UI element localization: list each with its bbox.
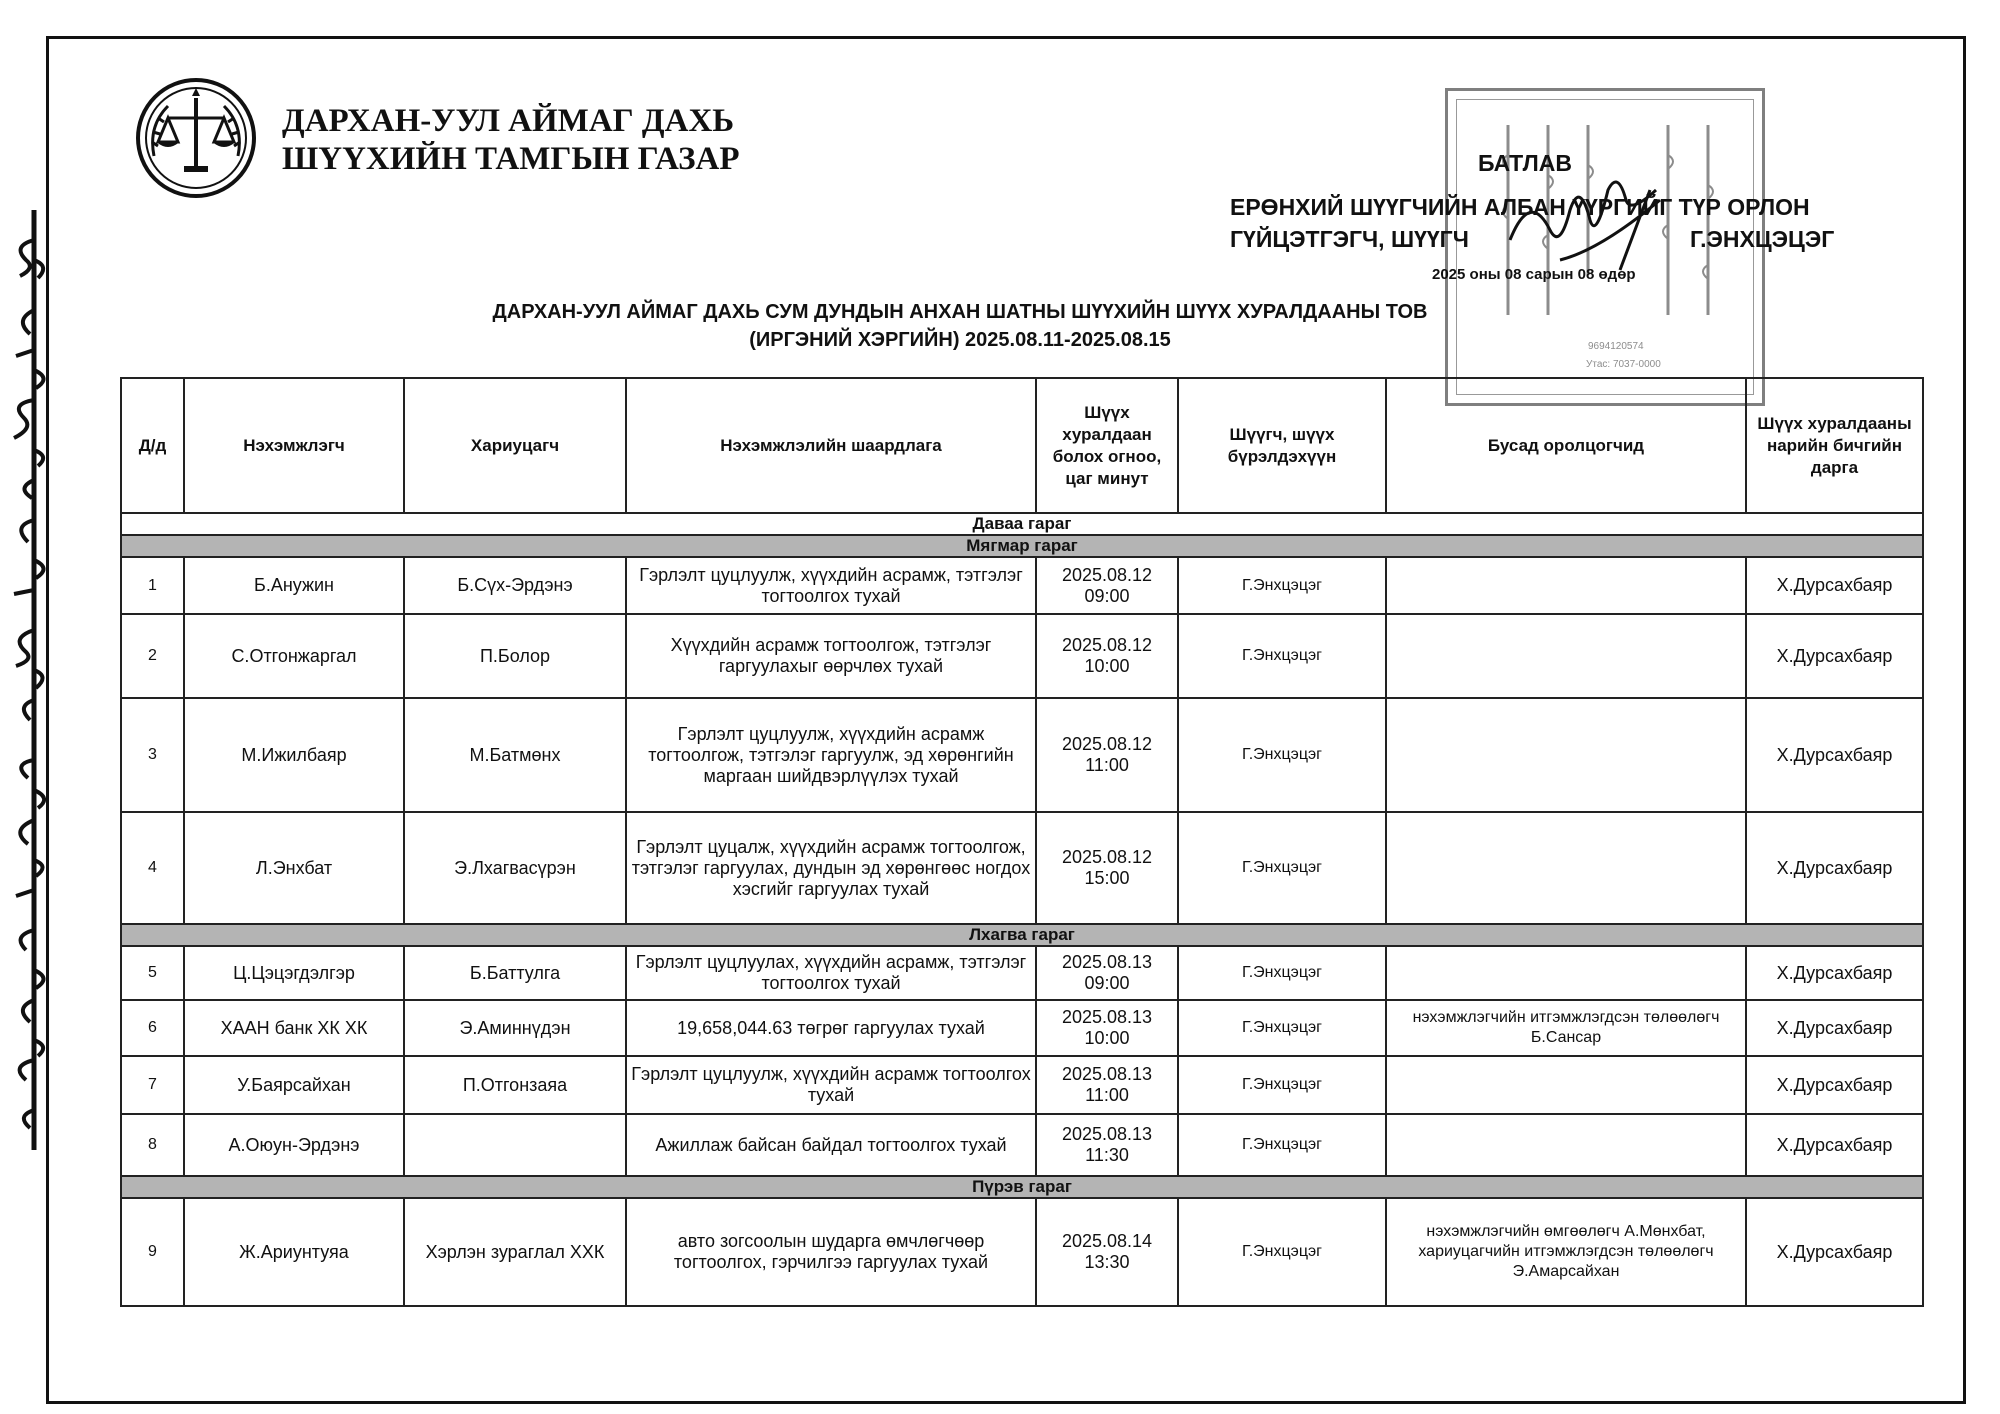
cell-secretary: Х.Дурсахбаяр xyxy=(1746,812,1923,924)
day-label: Даваа гараг xyxy=(121,513,1923,535)
cell-datetime xyxy=(1036,614,1178,698)
cell-plaintiff: Ц.Цэцэгдэлгэр xyxy=(184,946,404,1000)
cell-no: 4 xyxy=(121,812,184,924)
cell-date: 2025.08.14 xyxy=(1061,1231,1153,1251)
cell-no: 5 xyxy=(121,946,184,1000)
table-row xyxy=(121,698,1923,812)
document-title xyxy=(400,298,1520,354)
cell-defendant: Хэрлэн зураглал ХХК xyxy=(404,1198,626,1306)
cell-secretary: Х.Дурсахбаяр xyxy=(1746,946,1923,1000)
cell-others: нэхэмжлэгчийн өмгөөлөгч А.Мөнхбат, хариуцагчийн итгэмжлэгдсэн төлөөлөгч Э.Амарсайхан xyxy=(1386,1198,1746,1306)
table-row xyxy=(121,1000,1923,1056)
cell-judge: Г.Энхцэцэг xyxy=(1178,1114,1386,1176)
cell-others xyxy=(1386,1056,1746,1114)
organization-name-line1: ДАРХАН-УУЛ АЙМАГ ДАХЬ xyxy=(282,103,735,139)
cell-judge: Г.Энхцэцэг xyxy=(1178,614,1386,698)
table-row xyxy=(121,1198,1923,1306)
day-row-wednesday xyxy=(121,924,1923,946)
cell-defendant: Э.Лхагвасүрэн xyxy=(404,812,626,924)
cell-others: нэхэмжлэгчийн итгэмжлэгдсэн төлөөлөгч Б.Сансар xyxy=(1386,1000,1746,1056)
cell-claim: Гэрлэлт цуцлуулах, хүүхдийн асрамж, тэтгэлэг тогтоолгох тухай xyxy=(626,946,1036,1000)
cell-date: 2025.08.13 xyxy=(1061,952,1153,972)
document-title-line2: (ИРГЭНИЙ ХЭРГИЙН) 2025.08.11-2025.08.15 xyxy=(749,329,1171,351)
day-label: Пүрэв гараг xyxy=(121,1176,1923,1198)
cell-claim: Гэрлэлт цуцлуулж, хүүхдийн асрамж тогтоолгох тухай xyxy=(626,1056,1036,1114)
cell-secretary: Х.Дурсахбаяр xyxy=(1746,1056,1923,1114)
approval-date: 2025 оны 08 сарын 08 өдөр xyxy=(1432,266,1636,283)
cell-claim: Гэрлэлт цуцлуулж, хүүхдийн асрамж, тэтгэлэг тогтоолгох тухай xyxy=(626,557,1036,614)
cell-plaintiff: Л.Энхбат xyxy=(184,812,404,924)
cell-secretary: Х.Дурсахбаяр xyxy=(1746,698,1923,812)
table-header-row xyxy=(121,378,1923,513)
cell-judge: Г.Энхцэцэг xyxy=(1178,1000,1386,1056)
cell-others xyxy=(1386,614,1746,698)
cell-plaintiff: ХААН банк ХК ХК xyxy=(184,1000,404,1056)
cell-secretary: Х.Дурсахбаяр xyxy=(1746,557,1923,614)
cell-defendant xyxy=(404,1114,626,1176)
cell-datetime xyxy=(1036,1056,1178,1114)
header-claim: Нэхэмжлэлийн шаардлага xyxy=(626,378,1036,513)
cell-datetime xyxy=(1036,698,1178,812)
cell-datetime xyxy=(1036,946,1178,1000)
cell-datetime xyxy=(1036,812,1178,924)
cell-secretary: Х.Дурсахбаяр xyxy=(1746,1114,1923,1176)
cell-time: 09:00 xyxy=(1084,973,1130,993)
cell-defendant: М.Батмөнх xyxy=(404,698,626,812)
day-label: Лхагва гараг xyxy=(121,924,1923,946)
cell-claim: Гэрлэлт цуцлуулж, хүүхдийн асрамж тогтоолгож, тэтгэлэг гаргуулж, эд хөрөнгийн маргаан шийдвэрлүүлэх тухай xyxy=(626,698,1036,812)
approval-title: БАТЛАВ xyxy=(1478,150,1572,176)
cell-plaintiff: М.Ижилбаяр xyxy=(184,698,404,812)
cell-date: 2025.08.13 xyxy=(1061,1124,1153,1144)
cell-judge: Г.Энхцэцэг xyxy=(1178,1198,1386,1306)
cell-judge: Г.Энхцэцэг xyxy=(1178,812,1386,924)
cell-time: 10:00 xyxy=(1084,656,1130,676)
table-row xyxy=(121,946,1923,1000)
cell-secretary: Х.Дурсахбаяр xyxy=(1746,1198,1923,1306)
organization-name xyxy=(282,102,739,178)
cell-date: 2025.08.12 xyxy=(1061,847,1153,867)
cell-judge: Г.Энхцэцэг xyxy=(1178,946,1386,1000)
cell-datetime xyxy=(1036,557,1178,614)
header-plaintiff: Нэхэмжлэгч xyxy=(184,378,404,513)
cell-date: 2025.08.13 xyxy=(1061,1064,1153,1084)
hearing-schedule-table xyxy=(120,377,1924,1307)
mongolian-script-side-text xyxy=(4,200,62,1160)
court-emblem-logo xyxy=(134,76,258,200)
cell-defendant: Б.Баттулга xyxy=(404,946,626,1000)
cell-claim: авто зогсоолын шударга өмчлөгчөөр тогтоолгох, гэрчилгээ гаргуулах тухай xyxy=(626,1198,1036,1306)
cell-plaintiff: У.Баярсайхан xyxy=(184,1056,404,1114)
cell-date: 2025.08.12 xyxy=(1061,564,1153,585)
cell-defendant: Э.Аминнүдэн xyxy=(404,1000,626,1056)
table-row xyxy=(121,557,1923,614)
cell-defendant: П.Отгонзаяа xyxy=(404,1056,626,1114)
cell-others xyxy=(1386,946,1746,1000)
cell-no: 1 xyxy=(121,557,184,614)
cell-plaintiff: Ж.Ариунтуяа xyxy=(184,1198,404,1306)
cell-time: 09:00 xyxy=(1084,585,1130,606)
day-row-thursday xyxy=(121,1176,1923,1198)
cell-date: 2025.08.12 xyxy=(1061,635,1153,655)
header-secretary: Шүүх хуралдааны нарийн бичгийн дарга xyxy=(1746,378,1923,513)
header-datetime: Шүүх хуралдаан болох огноо, цаг минут xyxy=(1036,378,1178,513)
cell-plaintiff: С.Отгонжаргал xyxy=(184,614,404,698)
day-row-monday xyxy=(121,513,1923,535)
cell-others xyxy=(1386,812,1746,924)
cell-no: 6 xyxy=(121,1000,184,1056)
cell-claim: 19,658,044.63 төгрөг гаргуулах тухай xyxy=(626,1000,1036,1056)
cell-datetime xyxy=(1036,1114,1178,1176)
cell-datetime xyxy=(1036,1000,1178,1056)
cell-claim: Ажиллаж байсан байдал тогтоолгох тухай xyxy=(626,1114,1036,1176)
cell-plaintiff: Б.Анужин xyxy=(184,557,404,614)
approval-position-line1: ЕРӨНХИЙ ШҮҮГЧИЙН АЛБАН ҮҮРГИЙГ ТҮР ОРЛОН xyxy=(1230,194,1810,220)
cell-no: 9 xyxy=(121,1198,184,1306)
header-judge: Шүүгч, шүүх бүрэлдэхүүн xyxy=(1178,378,1386,513)
cell-date: 2025.08.13 xyxy=(1061,1007,1153,1027)
cell-time: 10:00 xyxy=(1084,1028,1130,1048)
cell-secretary: Х.Дурсахбаяр xyxy=(1746,1000,1923,1056)
day-label: Мягмар гараг xyxy=(121,535,1923,557)
cell-claim: Гэрлэлт цуцалж, хүүхдийн асрамж тогтоолгож, тэтгэлэг гаргуулах, дундын эд хөрөнгөөс ногдох хэсгийг гаргуулах тухай xyxy=(626,812,1036,924)
table-row xyxy=(121,812,1923,924)
cell-time: 11:30 xyxy=(1085,1145,1129,1165)
cell-date: 2025.08.12 xyxy=(1061,734,1153,754)
cell-no: 3 xyxy=(121,698,184,812)
cell-judge: Г.Энхцэцэг xyxy=(1178,698,1386,812)
cell-no: 7 xyxy=(121,1056,184,1114)
cell-claim: Хүүхдийн асрамж тогтоолгож, тэтгэлэг гаргуулахыг өөрчлөх тухай xyxy=(626,614,1036,698)
cell-others xyxy=(1386,698,1746,812)
organization-name-line2: ШҮҮХИЙН ТАМГЫН ГАЗАР xyxy=(282,141,740,177)
cell-others xyxy=(1386,557,1746,614)
cell-defendant: Б.Сүх-Эрдэнэ xyxy=(404,557,626,614)
table-row xyxy=(121,1114,1923,1176)
approval-signer-name: Г.ЭНХЦЭЦЭГ xyxy=(1690,226,1835,252)
cell-secretary: Х.Дурсахбаяр xyxy=(1746,614,1923,698)
approval-position-line2: ГҮЙЦЭТГЭГЧ, ШҮҮГЧ xyxy=(1230,226,1469,252)
stamp-number: 9694120574 xyxy=(1588,341,1644,352)
document-title-line1: ДАРХАН-УУЛ АЙМАГ ДАХЬ СУМ ДУНДЫН АНХАН ШАТНЫ ШҮҮХИЙН ШҮҮХ ХУРАЛДААНЫ ТОВ xyxy=(492,301,1428,323)
table-row xyxy=(121,614,1923,698)
cell-plaintiff: А.Оюун-Эрдэнэ xyxy=(184,1114,404,1176)
cell-no: 8 xyxy=(121,1114,184,1176)
cell-judge: Г.Энхцэцэг xyxy=(1178,557,1386,614)
cell-time: 11:00 xyxy=(1085,1085,1129,1105)
cell-time: 13:30 xyxy=(1084,1252,1130,1272)
header-others: Бусад оролцогчид xyxy=(1386,378,1746,513)
cell-time: 11:00 xyxy=(1085,755,1129,775)
table-row xyxy=(121,1056,1923,1114)
handwritten-signature xyxy=(1500,170,1690,280)
cell-defendant: П.Болор xyxy=(404,614,626,698)
cell-datetime xyxy=(1036,1198,1178,1306)
day-row-tuesday xyxy=(121,535,1923,557)
cell-others xyxy=(1386,1114,1746,1176)
cell-time: 15:00 xyxy=(1084,868,1130,888)
cell-judge: Г.Энхцэцэг xyxy=(1178,1056,1386,1114)
cell-no: 2 xyxy=(121,614,184,698)
header-defendant: Хариуцагч xyxy=(404,378,626,513)
header-no: Д/д xyxy=(121,378,184,513)
stamp-number-2: Утас: 7037-0000 xyxy=(1586,359,1661,370)
